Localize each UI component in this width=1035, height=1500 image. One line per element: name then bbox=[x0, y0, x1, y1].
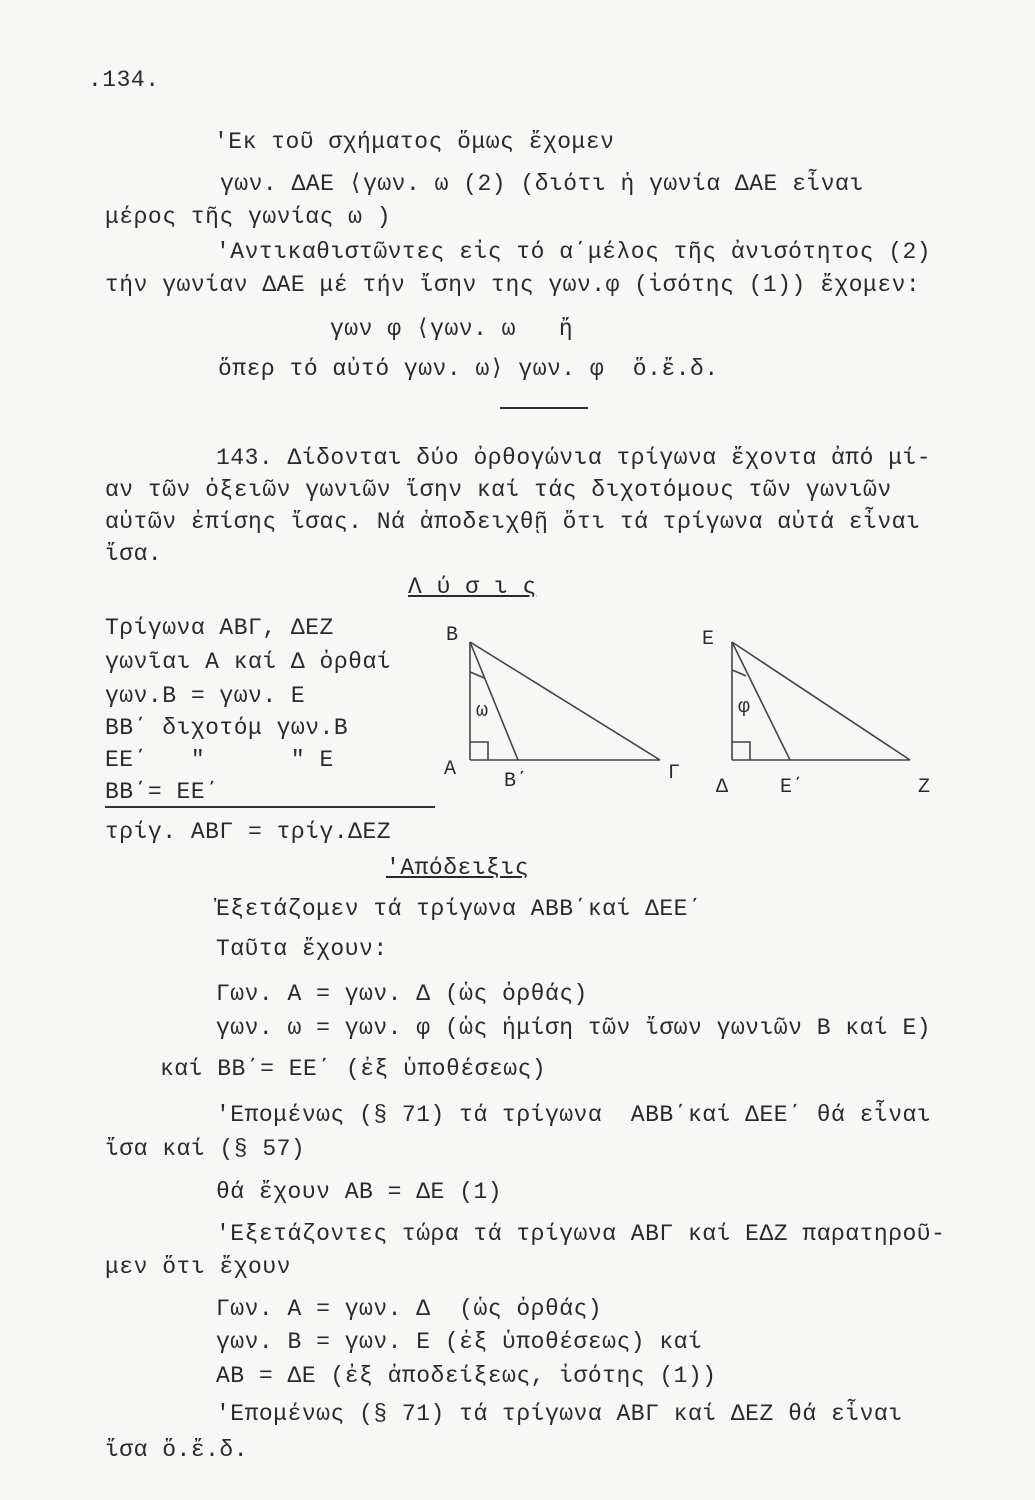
solution-heading: Λ ύ σ ι ς bbox=[408, 574, 537, 600]
given-line: Τρίγωνα ΑΒΓ, ΔΕΖ bbox=[105, 615, 334, 641]
conclusion-line: τρίγ. ΑΒΓ = τρίγ.ΔΕΖ bbox=[105, 819, 392, 845]
given-separator bbox=[105, 806, 435, 808]
text-line: 'Αντικαθιστῶντες εἰς τό α΄μέλος τῆς ἀνισότητος (2) bbox=[216, 239, 932, 265]
label-b-prime: Β΄ bbox=[504, 770, 529, 793]
label-phi: φ bbox=[738, 696, 751, 719]
proof-line: γων. ω = γων. φ (ὡς ἡμίση τῶν ἴσων γωνιῶν Β καί Ε) bbox=[216, 1015, 932, 1041]
label-g: Γ bbox=[668, 762, 681, 785]
proof-line: Γων. Α = γων. Δ (ὡς ὀρθάς) bbox=[216, 981, 588, 1007]
problem-statement-line: αὐτῶν ἐπίσης ἴσας. Νά ἀποδειχθῇ ὅτι τά τρίγωνα αὐτά εἶναι bbox=[105, 509, 921, 535]
text-line: γων φ ⟨γων. ω ἤ bbox=[330, 316, 574, 342]
proof-line: μεν ὅτι ἔχουν bbox=[105, 1254, 291, 1280]
label-omega: ω bbox=[476, 700, 489, 723]
triangles-figure bbox=[440, 620, 960, 810]
proof-line: καί ΒΒ΄= ΕΕ΄ (ἐξ ὑποθέσεως) bbox=[160, 1056, 547, 1082]
label-e-prime: Ε΄ bbox=[780, 776, 805, 799]
proof-line: 'Επομένως (§ 71) τά τρίγωνα ΑΒΒ΄καί ΔΕΕ΄ θά εἶναι bbox=[216, 1102, 932, 1128]
text-line: γων. ΔΑΕ ⟨γων. ω (2) (διότι ἡ γωνία ΔΑΕ εἶναι bbox=[220, 171, 864, 197]
page-number: .134. bbox=[88, 67, 160, 93]
side-ez bbox=[732, 642, 910, 760]
problem-statement-line: 143. Δίδονται δύο ὀρθογώνια τρίγωνα ἔχοντα ἀπό μί- bbox=[216, 445, 932, 471]
separator-line bbox=[500, 407, 588, 409]
proof-line: Ἐξετάζομεν τά τρίγωνα ΑΒΒ΄καί ΔΕΕ΄ bbox=[216, 896, 703, 922]
text-line: τήν γωνίαν ΔΑΕ μέ τήν ἴσην της γων.φ (ἰσότης (1)) ἔχομεν: bbox=[105, 272, 921, 298]
text-line: ὅπερ τό αὐτό γων. ω⟩ γων. φ ὅ.ἔ.δ. bbox=[218, 356, 719, 382]
label-b: Β bbox=[446, 624, 459, 647]
proof-line: Γων. Α = γων. Δ (ὡς ὀρθάς) bbox=[216, 1296, 603, 1322]
text-line: μέρος τῆς γωνίας ω ) bbox=[105, 204, 392, 230]
proof-line: ἴσα καί (§ 57) bbox=[105, 1136, 306, 1162]
problem-statement-line: αν τῶν ὀξειῶν γωνιῶν ἴσην καί τάς διχοτόμους τῶν γωνιῶν bbox=[105, 477, 892, 503]
problem-statement-line: ἴσα. bbox=[105, 541, 163, 567]
label-z: Ζ bbox=[918, 776, 931, 799]
proof-line: 'Επομένως (§ 71) τά τρίγωνα ΑΒΓ καί ΔΕΖ θά εἶναι bbox=[216, 1401, 903, 1427]
side-bg bbox=[470, 642, 660, 760]
label-e: Ε bbox=[702, 628, 715, 651]
given-line: γων.Β = γων. Ε bbox=[105, 683, 306, 709]
text-line: 'Εκ τοῦ σχήματος ὅμως ἔχομεν bbox=[214, 129, 615, 155]
given-line: ΒΒ΄= ΕΕ΄ bbox=[105, 779, 220, 805]
proof-line: γων. Β = γων. Ε (ἐξ ὑποθέσεως) καί bbox=[216, 1329, 703, 1355]
proof-line: ΑΒ = ΔΕ (ἐξ ἀποδείξεως, ἰσότης (1)) bbox=[216, 1363, 717, 1389]
given-line: ΒΒ΄ διχοτόμ γων.Β bbox=[105, 715, 349, 741]
label-a: Α bbox=[444, 758, 457, 781]
angle-arc-phi bbox=[732, 670, 746, 676]
proof-line: Ταῦτα ἔχουν: bbox=[216, 936, 388, 962]
proof-line: 'Εξετάζοντες τώρα τά τρίγωνα ΑΒΓ καί ΕΔΖ παρατηροῦ- bbox=[216, 1221, 946, 1247]
given-line: γωνῖαι Α καί Δ ὀρθαί bbox=[105, 649, 392, 675]
proof-heading: 'Απόδειξις bbox=[386, 855, 530, 881]
proof-line: θά ἔχουν ΑΒ = ΔΕ (1) bbox=[216, 1179, 503, 1205]
proof-line: ἴσα ὅ.ἔ.δ. bbox=[105, 1437, 249, 1463]
label-d: Δ bbox=[716, 776, 729, 799]
right-angle-d bbox=[732, 742, 750, 760]
given-line: ΕΕ΄ " " Ε bbox=[105, 747, 334, 773]
right-angle-a bbox=[470, 742, 488, 760]
